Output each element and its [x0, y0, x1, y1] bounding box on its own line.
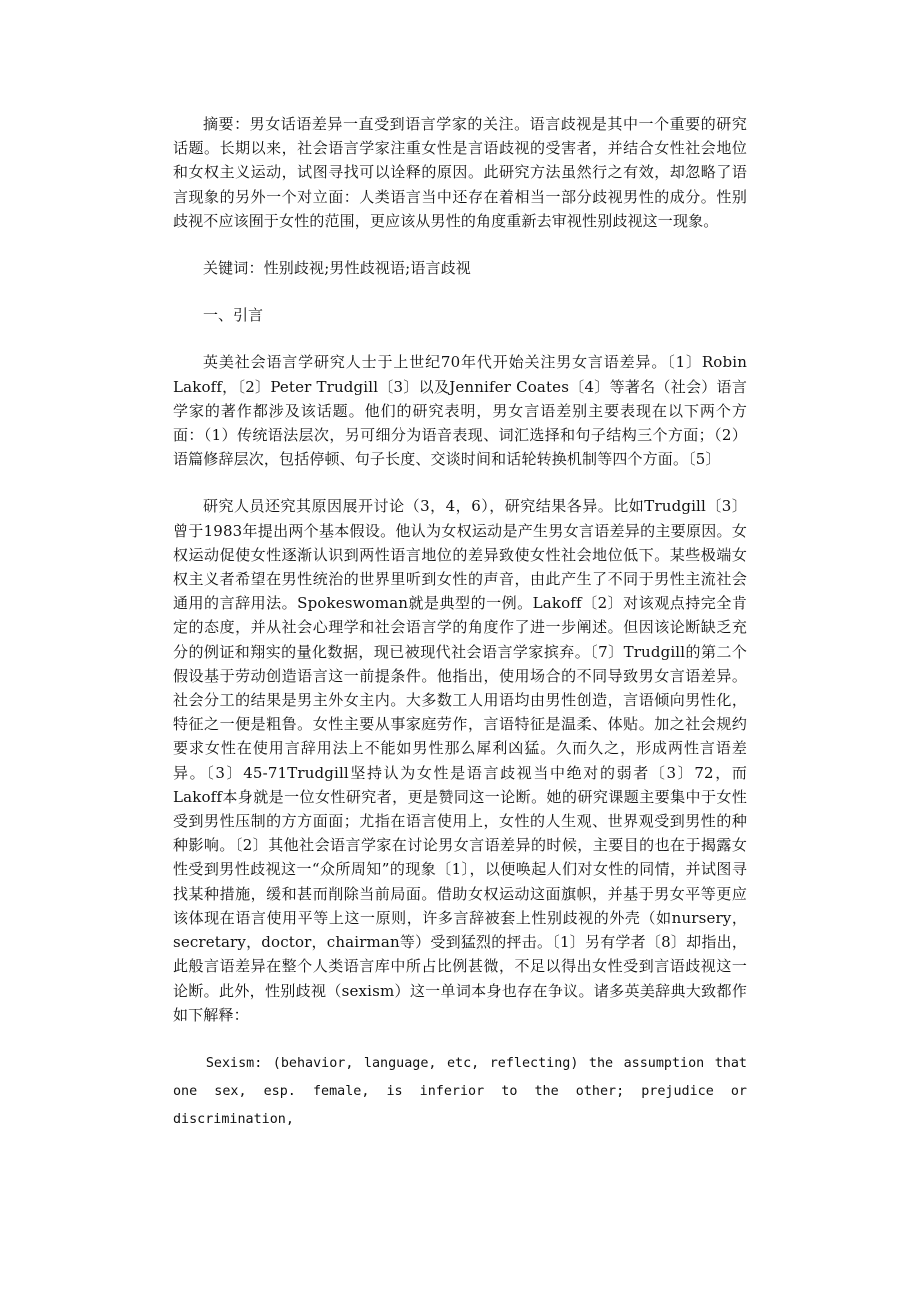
spacer: [173, 1027, 747, 1050]
document-page: [173, 112, 747, 1134]
body-paragraph-2: 研究人员还究其原因展开讨论（3，4，6），研究结果各异。比如Trudgill〔3〕曾于1983年提出两个基本假设。他认为女权运动是产生男女言语差异的主要原因。女权运动促使女性逐渐认识到两性语言地位的差异致使女性社会地位低下。某些极端女权主义者希望在男性统治的世界里听到女性的声音，由此产生了不同于男性主流社会通用的言辞用法。Spokeswoman就是典型的一例。Lakoff〔2〕对该观点持完全肯定的态度，并从社会心理学和社会语言学的角度作了进一步阐述。但因该论断缺乏充分的例证和翔实的量化数据，现已被现代社会语言学家摈弃。〔7〕Trudgill的第二个假设基于劳动创造语言这一前提条件。他指出，使用场合的不同导致男女言语差异。社会分工的结果是男主外女主内。大多数工人用语均由男性创造，言语倾向男性化，特征之一便是粗鲁。女性主要从事家庭劳作，言语特征是温柔、体贴。加之社会规约要求女性在使用言辞用法上不能如男性那么犀利凶猛。久而久之，形成两性言语差异。〔3〕45-71Trudgill坚持认为女性是语言歧视当中绝对的弱者〔3〕72，而Lakoff本身就是一位女性研究者，更是赞同这一论断。她的研究课题主要集中于女性受到男性压制的方方面面；尤指在语言使用上，女性的人生观、世界观受到男性的种种影响。〔2〕其他社会语言学家在讨论男女言语差异的时候，主要目的也在于揭露女性受到男性歧视这一“众所周知”的现象〔1〕，以便唤起人们对女性的同情，并试图寻找某种措施，缓和甚而削除当前局面。借助女权运动这面旗帜，并基于男女平等更应该体现在语言使用平等上这一原则，许多言辞被套上性别歧视的外壳（如nursery，secretary，doctor，chairman等）受到猛烈的抨击。〔1〕另有学者〔8〕却指出，此般言语差异在整个人类语言库中所占比例甚微，不足以得出女性受到言语歧视这一论断。此外，性别歧视（sexism）这一单词本身也存在争议。诸多英美辞典大致都作如下解释：: [173, 497, 747, 1024]
spacer: [173, 233, 747, 256]
spacer: [173, 280, 747, 303]
body-paragraph-1: 英美社会语言学研究人士于上世纪70年代开始关注男女言语差异。〔1〕Robin Lakoff，〔2〕Peter Trudgill〔3〕以及Jennifer Coates〔4〕等著名（社会）语言学家的著作都涉及该话题。他们的研究表明，男女言语差别主要表现在以下两个方面：（1）传统语法层次，另可细分为语音表现、词汇选择和句子结构三个方面；（2）语篇修辞层次，包括停顿、句子长度、交谈时间和话轮转换机制等四个方面。〔5〕: [173, 353, 747, 469]
abstract-paragraph: 摘要：男女话语差异一直受到语言学家的关注。语言歧视是其中一个重要的研究话题。长期以来，社会语言学家注重女性是言语歧视的受害者，并结合女性社会地位和女权主义运动，试图寻找可以诠释的原因。此研究方法虽然行之有效，却忽略了语言现象的另外一个对立面：人类语言当中还存在着相当一部分歧视男性的成分。性别歧视不应该囿于女性的范围，更应该从男性的角度重新去审视性别歧视这一现象。: [173, 115, 747, 230]
keywords-line: 关键词：性别歧视;男性歧视语;语言歧视: [203, 259, 471, 278]
definition-quote: Sexism: (behavior, language, etc, reflecting) the assumption that one sex, esp. female, is inferior to the other; prejudice or discrimination,: [173, 1055, 747, 1127]
spacer: [173, 471, 747, 494]
section-heading: 一、引言: [203, 306, 264, 325]
spacer: [173, 327, 747, 350]
